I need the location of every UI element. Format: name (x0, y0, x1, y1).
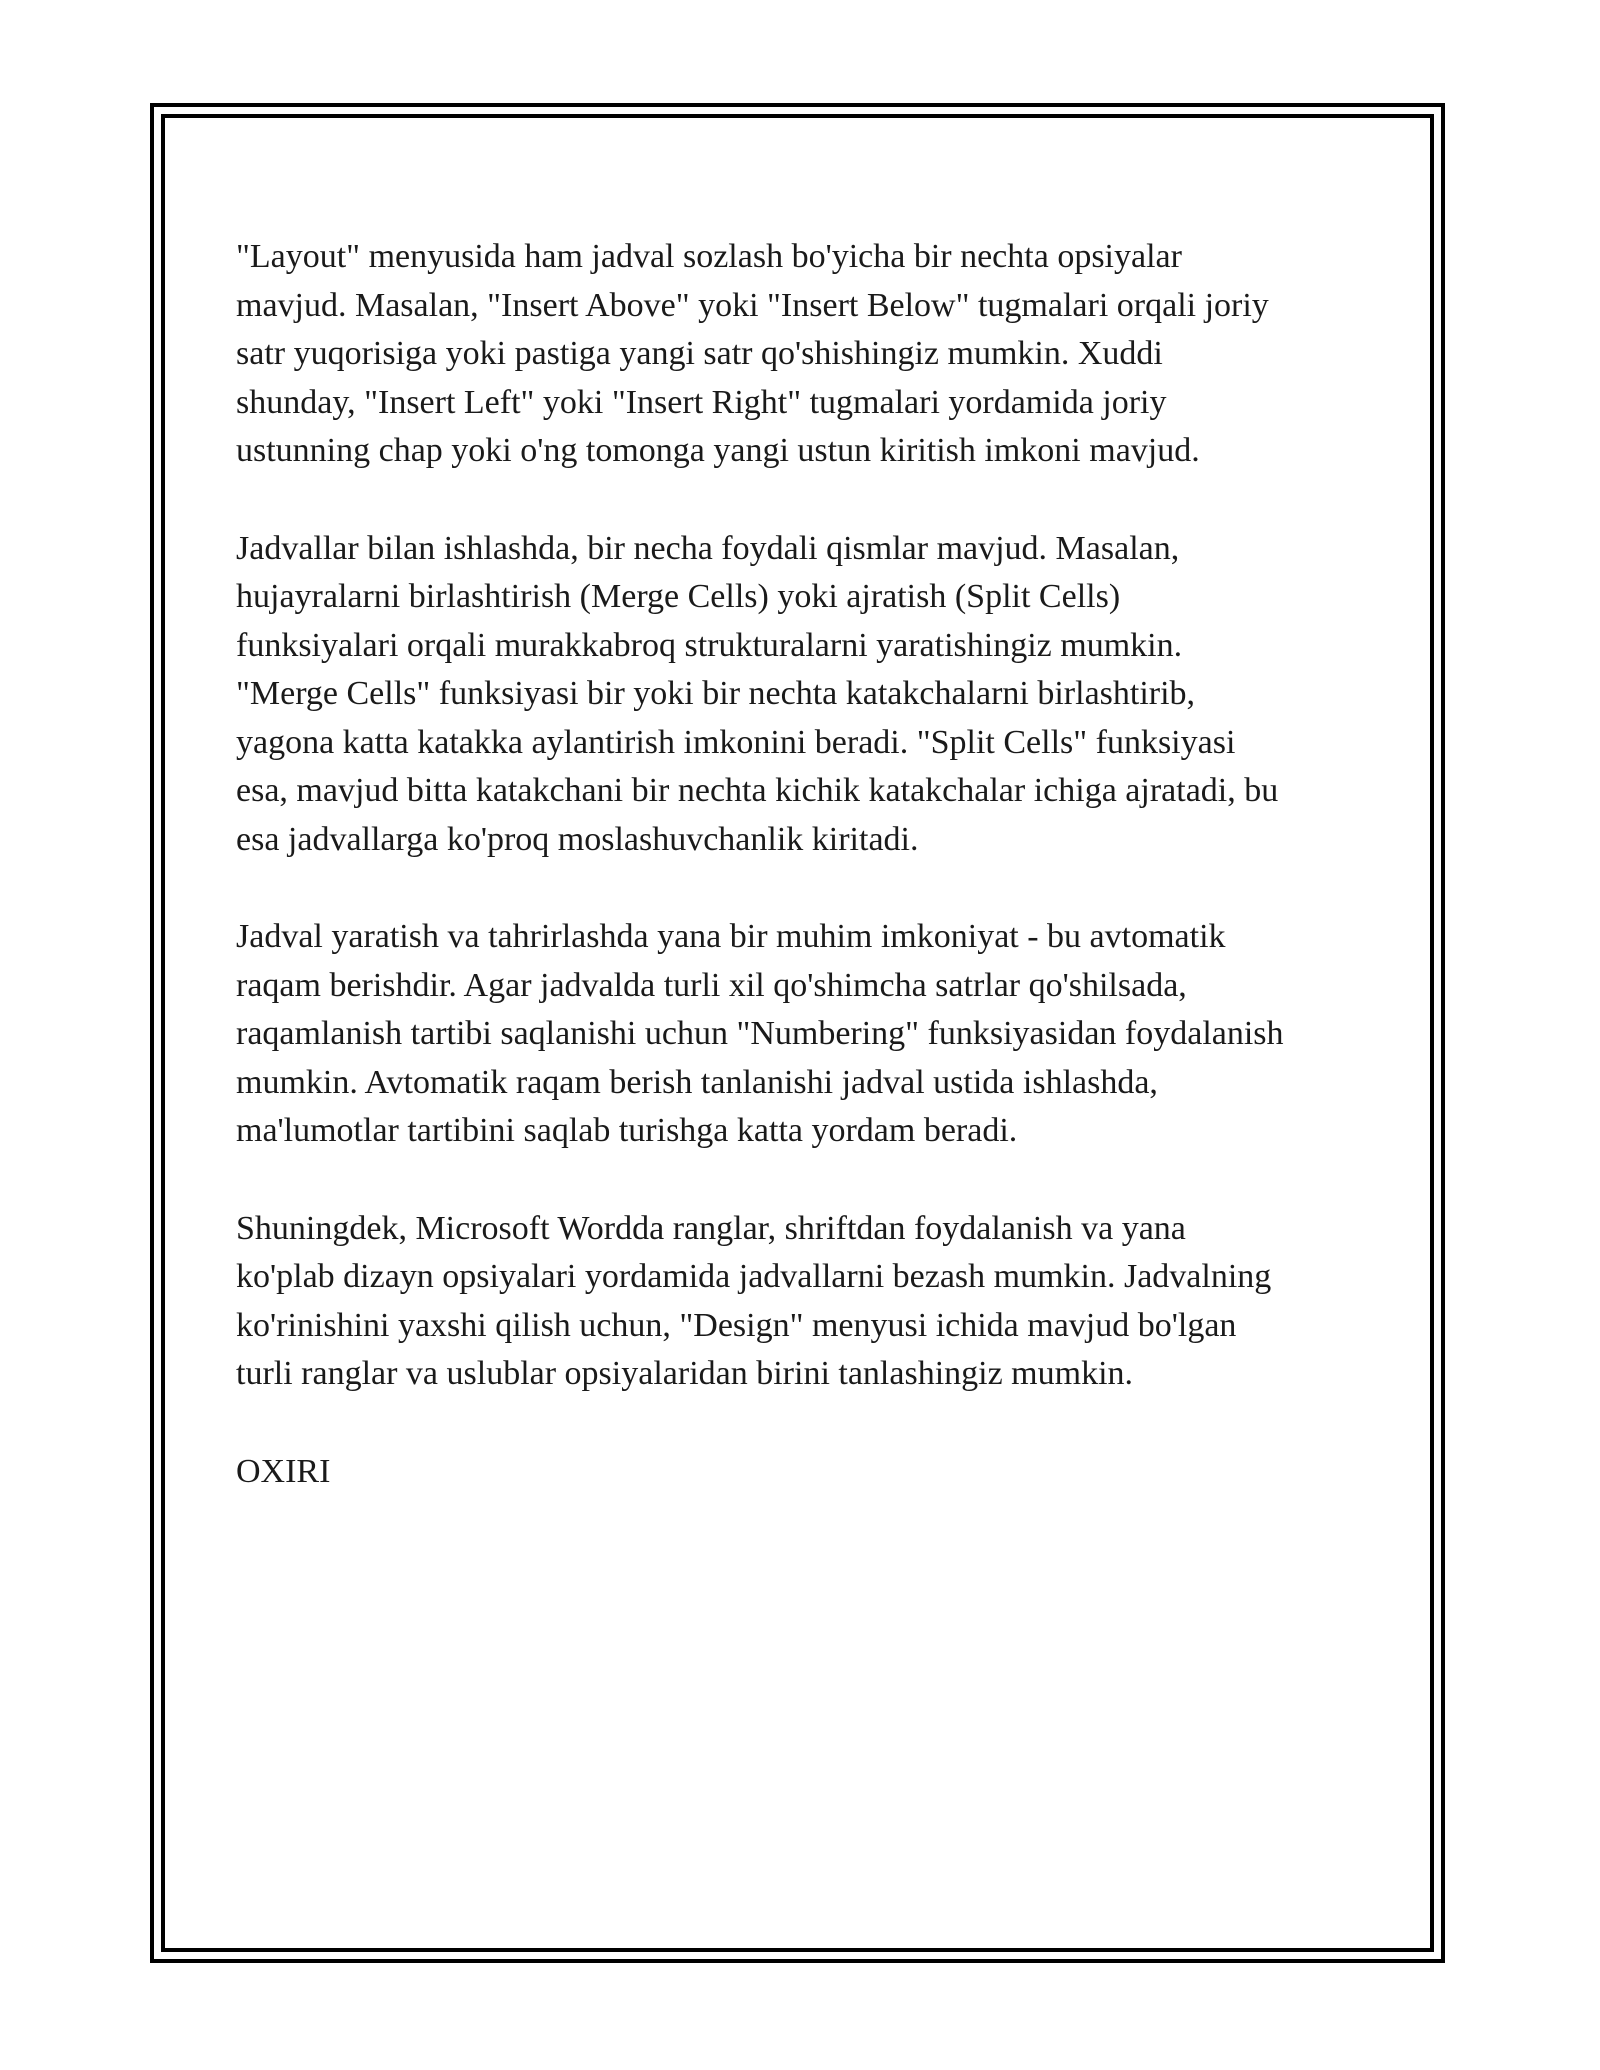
document-body (236, 233, 1376, 1496)
paragraph-design-options: Shuningdek, Microsoft Wordda ranglar, shriftdan foydalanish va yana ko'plab dizayn opsiyalari yordamida jadvallarni bezash mumkin. Jadvalning ko'rinishini yaxshi qilish uchun, "Design" menyusi ichida mavjud bo'lgan turli ranglar va uslublar opsiyalaridan birini tanlashingiz mumkin. (236, 1209, 1272, 1392)
paragraph-layout-menu: "Layout" menyusida ham jadval sozlash bo'yicha bir nechta opsiyalar mavjud. Masalan, "Insert Above" yoki "Insert Below" tugmalari orqali joriy satr yuqorisiga yoki pastiga yangi satr qo'shishingiz mumkin. Xuddi shunday, "Insert Left" yoki "Insert Right" tugmalari yordamida joriy ustunning chap yoki o'ng tomonga yangi ustun kiritish imkoni mavjud. (236, 238, 1269, 469)
paragraph-auto-numbering: Jadval yaratish va tahrirlashda yana bir muhim imkoniyat - bu avtomatik raqam berishdir. Agar jadvalda turli xil qo'shimcha satrlar qo'shilsada, raqamlanish tartibi saqlanishi uchun "Numbering" funksiyasidan foydalanish mumkin. Avtomatik raqam berish tanlanishi jadval ustida ishlashda, ma'lumotlar tartibini saqlab turishga katta yordam beradi. (236, 918, 1284, 1149)
paragraph-merge-split-cells: Jadvallar bilan ishlashda, bir necha foydali qismlar mavjud. Masalan, hujayralarni birlashtirish (Merge Cells) yoki ajratish (Split Cells) funksiyalari orqali murakkabroq strukturalarni yaratishingiz mumkin. "Merge Cells" funksiyasi bir yoki bir nechta katakchalarni birlashtirib, yagona katta katakka aylantirish imkonini beradi. "Split Cells" funksiyasi esa, mavjud bitta katakchani bir nechta kichik katakchalar ichiga ajratadi, bu esa jadvallarga ko'proq moslashuvchanlik kiritadi. (236, 529, 1279, 858)
end-mark: OXIRI (236, 1452, 331, 1490)
